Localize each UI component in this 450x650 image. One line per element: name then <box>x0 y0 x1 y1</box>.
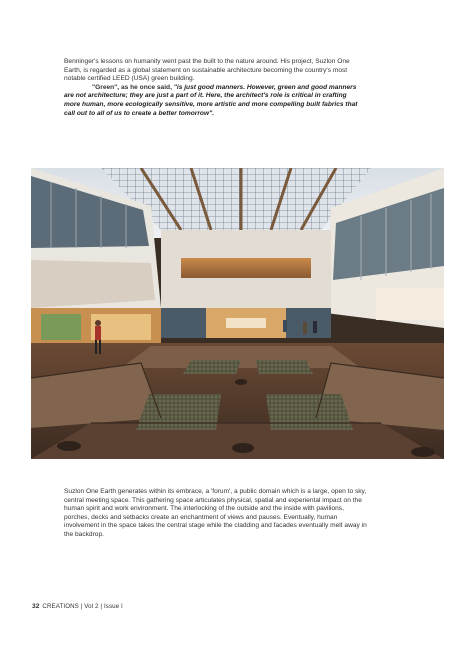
atrium-photo <box>31 168 444 459</box>
page-footer <box>32 603 123 610</box>
outro-paragraph: Suzlon One Earth generates within its embrace, a 'forum', a public domain which is a large, open to sky, central meeting space. This gathering space articulates physical, spatial and experiental impact on the human spirit and work environment. The interlocking of the outside and the inside with pavilions, porches, decks and setbacks create an enchantment of views and pauses. Eventually, human involvement in the space takes the central stage while the cladding and facades eventually melt away in the backdrop. <box>64 488 367 538</box>
publication-name: CREATIONS <box>42 603 79 610</box>
intro-paragraph: Benninger's lessons on humanity went past the built to the nature around. His project, Suzlon One Earth, is regarded as a global statement on sustainable architecture becoming the country's most notable certified LEED (USA) green building. <box>64 58 350 83</box>
intro-text <box>64 58 364 118</box>
separator: | <box>80 603 83 610</box>
separator: | <box>100 603 103 610</box>
architect-quote: "is just good manners. However, green and good manners are not architecture; they are just a part of it. Here, the architect's role is critical in crafting more human, more ecologically sensitive, more artistic and more compelling built fabrics that call out to all of us to create a better tomorrow". <box>64 83 358 117</box>
volume-label: Vol 2 <box>84 603 99 610</box>
intro-quote-paragraph <box>64 84 364 118</box>
issue-label: Issue I <box>103 603 123 610</box>
outro-text <box>64 488 369 540</box>
quote-lead: "Green", as he once said, <box>92 83 174 91</box>
page-number: 32 <box>32 603 40 610</box>
